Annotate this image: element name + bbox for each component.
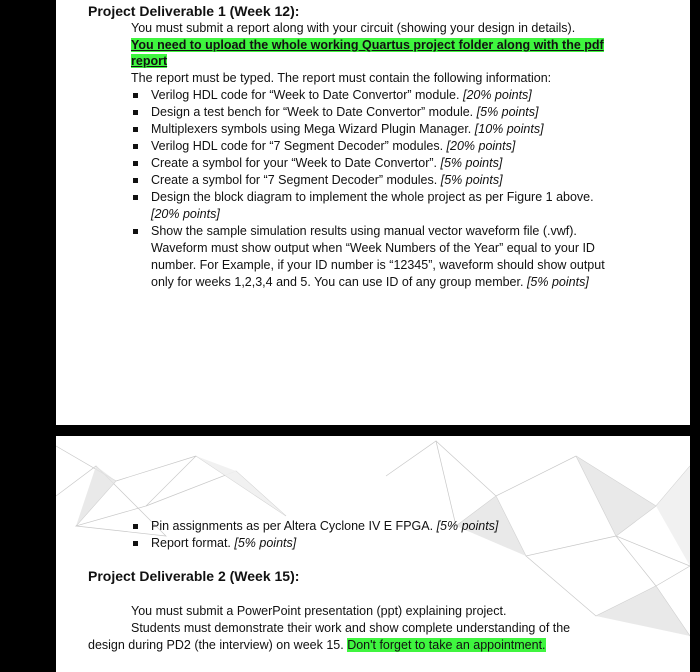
appointment-highlight: Don't forget to take an appointment. [347,638,546,652]
pd2-line: design during PD2 (the interview) on week 15. Don't forget to take an appointment. [88,638,546,652]
document-page-1 [56,0,690,425]
list-item: Design a test bench for “Week to Date Convertor” module. [5% points] [131,104,605,121]
bullet-icon [133,541,138,546]
page2-requirements-list [131,518,498,552]
upload-note-line-2 [131,53,167,69]
bullet-icon [133,178,138,183]
bullet-icon [133,161,138,166]
list-item: Verilog HDL code for “7 Segment Decoder” modules. [20% points] [131,138,605,155]
list-item: Create a symbol for your “Week to Date Convertor”. [5% points] [131,155,605,172]
list-item: Report format. [5% points] [131,535,498,552]
list-item: Pin assignments as per Altera Cyclone IV E FPGA. [5% points] [131,518,498,535]
upload-highlight-2: report [131,54,168,68]
list-item: Multiplexers symbols using Mega Wizard Plugin Manager. [10% points] [131,121,605,138]
upload-highlight-1: You need to upload the whole working Quartus project folder along with the pdf [131,38,604,52]
report-requirements: The report must be typed. The report must contain the following information: [131,71,552,85]
bullet-icon [133,229,138,234]
list-item: Show the sample simulation results using manual vector waveform file (.vwf). Waveform must show output when “Week Numbers of the Year” equal to your ID number. For Example, if your ID number is “12345”, waveform should show output only for weeks 1,2,3,4 and 5. You can use ID of any group member. [5% points] [131,223,605,291]
requirements-list [131,87,605,291]
deliverable-1-title: Project Deliverable 1 (Week 12): [88,3,300,19]
list-item: Create a symbol for “7 Segment Decoder” modules. [5% points] [131,172,605,189]
bullet-icon [133,524,138,529]
bullet-icon [133,195,138,200]
bullet-icon [133,144,138,149]
document-page-2 [56,436,690,672]
ppt-line: You must submit a PowerPoint presentation (ppt) explaining project. [131,604,507,618]
list-item: Verilog HDL code for “Week to Date Convertor” module. [20% points] [131,87,605,104]
deliverable-2-title: Project Deliverable 2 (Week 15): [88,568,300,584]
bullet-icon [133,110,138,115]
bullet-icon [133,127,138,132]
bullet-icon [133,93,138,98]
demo-line: Students must demonstrate their work and show complete understanding of the [131,621,571,635]
list-item: Design the block diagram to implement the whole project as per Figure 1 above. [20% points] [131,189,605,223]
intro-text: You must submit a report along with your circuit (showing your design in details). [131,21,576,35]
upload-note-line-1 [131,37,604,53]
